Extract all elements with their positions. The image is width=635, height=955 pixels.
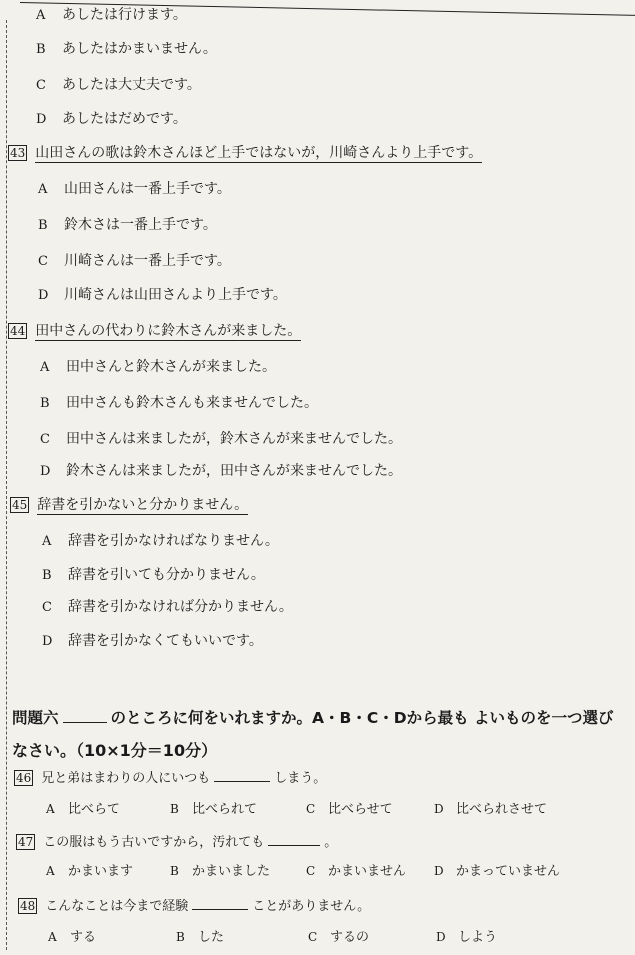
section-title: 問題六 — [12, 709, 59, 727]
question-text-end: ことがありません。 — [252, 899, 371, 914]
question-text-end: 。 — [324, 835, 338, 850]
q43-option-b — [38, 216, 217, 235]
question-number: 46 — [16, 771, 32, 785]
q47-stem — [16, 834, 337, 852]
choice-text: した — [198, 930, 225, 945]
option-text: 鈴木さんは来ましたが，田中さんが来ませんでした。 — [66, 463, 402, 479]
question-text: 田中さんの代わりに鈴木さんが来ました。 — [35, 323, 302, 339]
choice-letter: A — [46, 802, 55, 816]
section-instruction: のところに何をいれますか。A・B・C・Dから最も よいものを一つ選び — [110, 709, 614, 727]
question-number: 43 — [10, 146, 26, 160]
choice-a — [48, 928, 152, 947]
choice-text: かまいません — [328, 864, 407, 879]
answer-blank — [214, 771, 270, 782]
choice-letter: C — [308, 930, 318, 944]
answer-blank — [192, 899, 248, 910]
q43-option-a — [38, 180, 231, 199]
q45-option-a — [42, 532, 279, 551]
q44-option-c — [40, 430, 402, 449]
option-letter: A — [38, 182, 48, 197]
q44-option-d — [40, 462, 402, 481]
q43-option-d — [38, 286, 287, 305]
q46-stem — [14, 770, 326, 788]
choice-text: する — [70, 930, 97, 945]
choice-letter: C — [306, 802, 316, 816]
section6-instruction-line1 — [12, 706, 613, 728]
option-text: あしたはかまいません。 — [62, 41, 217, 57]
choice-d — [434, 800, 547, 819]
q42-option-b — [36, 40, 217, 59]
option-text: 鈴木さは一番上手です。 — [64, 217, 217, 233]
option-letter: B — [40, 396, 50, 411]
choice-text: かまいます — [68, 864, 134, 879]
section-instruction: なさい。（10×1分＝10分） — [12, 741, 218, 760]
q48-choices — [48, 928, 521, 947]
choice-text: するの — [330, 930, 370, 945]
choice-letter: D — [436, 930, 446, 944]
choice-a — [46, 862, 146, 881]
choice-letter: D — [434, 864, 444, 878]
section6-instruction-line2 — [12, 738, 217, 761]
choice-c — [306, 800, 410, 819]
choice-a — [46, 800, 146, 819]
q44-stem — [8, 322, 301, 340]
q43-option-c — [38, 252, 231, 271]
option-text: 辞書を引かなければなりません。 — [68, 533, 279, 549]
option-letter: D — [42, 634, 53, 649]
answer-blank — [268, 835, 320, 846]
choice-letter: B — [170, 802, 179, 816]
option-letter: A — [40, 360, 50, 375]
option-text: 山田さんは一番上手です。 — [64, 181, 231, 197]
q45-option-b — [42, 566, 265, 585]
left-fold-line — [6, 20, 7, 950]
option-text: 辞書を引かなければ分かりません。 — [68, 599, 293, 615]
choice-text: しよう — [458, 930, 498, 945]
q44-option-b — [40, 394, 318, 413]
option-text: 川崎さんは一番上手です。 — [64, 253, 231, 269]
question-text-end: しまう。 — [274, 771, 327, 786]
q42-option-c — [36, 76, 201, 95]
option-letter: C — [38, 254, 48, 269]
option-text: 田中さんと鈴木さんが来ました。 — [66, 359, 276, 375]
choice-text: 比べらせて — [328, 802, 393, 817]
choice-text: かまっていません — [456, 864, 561, 879]
choice-text: 比べられて — [192, 802, 258, 817]
option-text: 田中さんも鈴木さんも来ませんでした。 — [66, 395, 318, 411]
option-letter: C — [40, 432, 50, 447]
option-letter: B — [38, 218, 48, 233]
option-letter: D — [40, 464, 51, 479]
option-text: 川崎さんは山田さんより上手です。 — [64, 287, 287, 303]
choice-text: 比べらて — [68, 802, 120, 817]
q45-option-d — [42, 632, 263, 651]
q44-option-a — [40, 358, 276, 377]
q47-choices — [46, 862, 584, 881]
option-text: 辞書を引いても分かりません。 — [68, 567, 265, 583]
question-number: 48 — [20, 899, 36, 913]
option-letter: D — [36, 112, 47, 127]
choice-b — [170, 800, 282, 819]
question-number: 44 — [10, 324, 26, 338]
option-text: あしたはだめです。 — [62, 111, 187, 127]
choice-text: 比べられさせて — [456, 802, 548, 817]
option-letter: D — [38, 288, 49, 303]
question-text: 兄と弟はまわりの人にいつも — [41, 771, 211, 786]
choice-letter: C — [306, 864, 316, 878]
choice-d — [434, 862, 560, 881]
q45-option-c — [42, 598, 293, 617]
q45-stem — [10, 496, 248, 514]
choice-b — [170, 862, 282, 881]
q46-choices — [46, 800, 571, 819]
choice-letter: A — [48, 930, 57, 944]
choice-letter: D — [434, 802, 444, 816]
choice-c — [308, 928, 412, 947]
blank-underline — [63, 712, 107, 723]
option-letter: B — [36, 42, 46, 57]
choice-letter: B — [176, 930, 185, 944]
question-text: こんなことは今まで経験 — [45, 899, 189, 914]
q42-option-a — [36, 6, 187, 25]
option-letter: B — [42, 568, 52, 583]
choice-b — [176, 928, 284, 947]
choice-text: かまいました — [192, 864, 271, 879]
question-text: 山田さんの歌は鈴木さんほど上手ではないが，川崎さんより上手です。 — [35, 145, 483, 161]
option-text: 辞書を引かなくてもいいです。 — [68, 633, 263, 649]
question-number: 45 — [12, 498, 28, 512]
option-text: 田中さんは来ましたが，鈴木さんが来ませんでした。 — [66, 431, 402, 447]
choice-letter: B — [170, 864, 179, 878]
question-number: 47 — [18, 835, 34, 849]
choice-c — [306, 862, 410, 881]
choice-letter: A — [46, 864, 55, 878]
question-text: この服はもう古いですから，汚れても — [43, 835, 265, 850]
option-letter: C — [36, 78, 46, 93]
option-text: あしたは大丈夫です。 — [62, 77, 201, 93]
q42-option-d — [36, 110, 187, 129]
option-letter: A — [42, 534, 52, 549]
option-text: あしたは行けます。 — [62, 7, 187, 23]
choice-d — [436, 928, 497, 947]
q48-stem — [18, 898, 370, 916]
question-text: 辞書を引かないと分かりません。 — [37, 497, 249, 513]
q43-stem — [8, 144, 482, 162]
option-letter: A — [36, 8, 46, 23]
option-letter: C — [42, 600, 52, 615]
